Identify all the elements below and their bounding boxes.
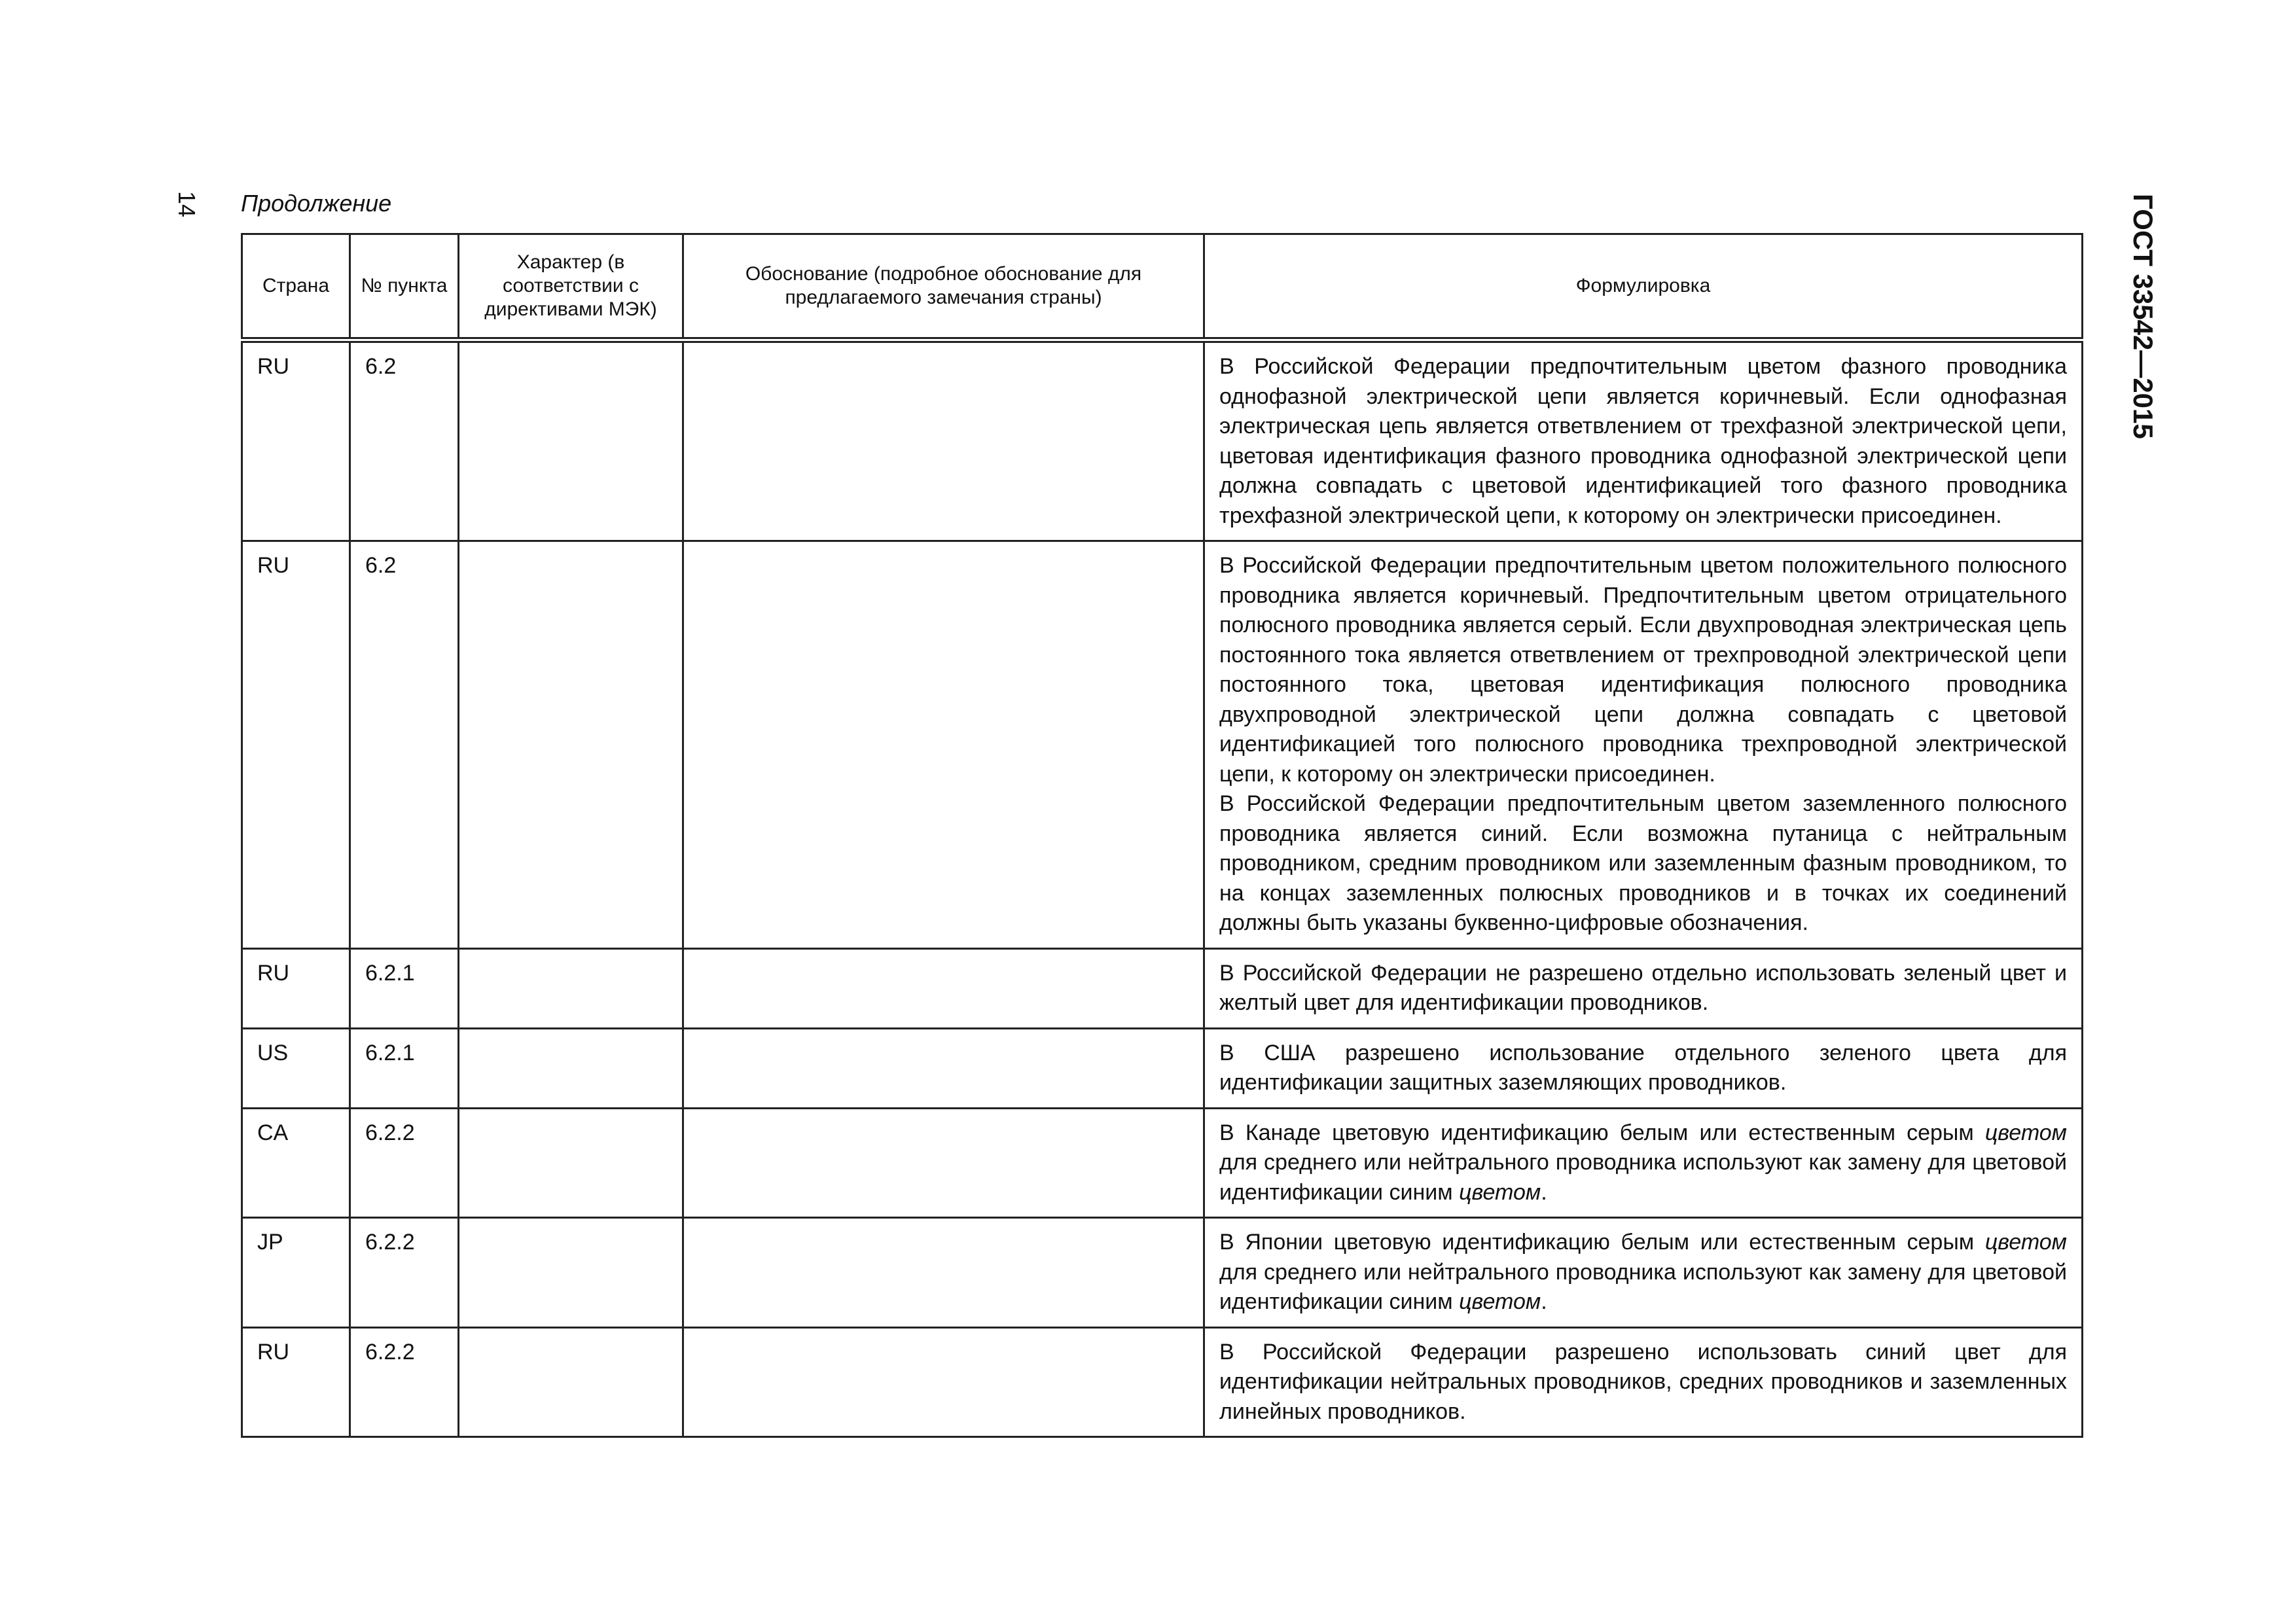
cell-rationale — [683, 948, 1204, 1028]
wording-paragraph: В Российской Федерации предпочтительным цветом положительного полюсного проводника является коричневый. Предпочтительным цветом отрицательного полюсного проводника является серый. Если двухпроводная электрическая цепь постоянного тока является ответвлением от трехпроводной электрической цепи постоянного тока, цветовая идентификация полюсного проводника двухпроводной электрической цепи должна совпадать с цветовой идентификацией того полюсного проводника трехпроводной электрической цепи, к которому он электрически присоединен. — [1219, 553, 2067, 787]
wording-text: для среднего или нейтрального проводника используют как замену для цветовой идентификации синим — [1219, 1259, 2067, 1314]
cell-rationale — [683, 1218, 1204, 1328]
table-row — [242, 1108, 2083, 1218]
cell-country: CA — [242, 1108, 350, 1218]
cell-nature — [459, 1108, 683, 1218]
wording-paragraph: В Российской Федерации разрешено использовать синий цвет для идентификации нейтральных проводников, средних проводников и заземленных линейных проводников. — [1219, 1339, 2067, 1424]
wording-italic: цветом — [1459, 1179, 1541, 1205]
table-row — [242, 948, 2083, 1028]
wording-text: В Канаде цветовую идентификацию белым или естественным серым — [1219, 1120, 1985, 1145]
header-country: Страна — [242, 234, 350, 340]
cell-rationale — [683, 340, 1204, 541]
cell-nature — [459, 948, 683, 1028]
cell-rationale — [683, 1108, 1204, 1218]
page-number: 14 — [173, 191, 200, 218]
cell-wording — [1204, 1028, 2083, 1108]
document-code: ГОСТ 33542—2015 — [2128, 194, 2159, 439]
table-row — [242, 1218, 2083, 1328]
cell-wording — [1204, 541, 2083, 949]
cell-country: JP — [242, 1218, 350, 1328]
cell-clause: 6.2.1 — [350, 1028, 459, 1108]
header-wording: Формулировка — [1204, 234, 2083, 340]
wording-italic: цветом — [1459, 1289, 1541, 1314]
wording-text: В Японии цветовую идентификацию белым или естественным серым — [1219, 1230, 1985, 1255]
header-rationale: Обоснование (подробное обоснование для предлагаемого замечания страны) — [683, 234, 1204, 340]
cell-clause: 6.2 — [350, 541, 459, 949]
cell-nature — [459, 340, 683, 541]
cell-country: US — [242, 1028, 350, 1108]
wording-paragraph: В Российской Федерации предпочтительным цветом фазного проводника однофазной электрической цепи является коричневый. Если однофазная электрическая цепь является ответвлением от трехфазной электрической цепи, цветовая идентификация фазного проводника однофазной электрической цепи должна совпадать с цветовой идентификацией того фазного проводника трехфазной электрической цепи, к которому он электрически присоединен. — [1219, 354, 2067, 528]
cell-clause: 6.2.1 — [350, 948, 459, 1028]
cell-nature — [459, 541, 683, 949]
cell-clause: 6.2.2 — [350, 1108, 459, 1218]
cell-clause: 6.2 — [350, 340, 459, 541]
cell-country: RU — [242, 948, 350, 1028]
wording-text: для среднего или нейтрального проводника используют как замену для цветовой идентификации синим — [1219, 1150, 2067, 1205]
continuation-label: Продолжение — [241, 190, 392, 217]
cell-rationale — [683, 1327, 1204, 1437]
wording-text: . — [1541, 1289, 1547, 1314]
cell-wording — [1204, 340, 2083, 541]
comments-table — [241, 233, 2083, 1438]
wording-paragraph: В Российской Федерации не разрешено отдельно использовать зеленый цвет и желтый цвет для идентификации проводников. — [1219, 960, 2067, 1015]
wording-italic: цветом — [1984, 1120, 2067, 1145]
cell-wording — [1204, 1327, 2083, 1437]
wording-text: . — [1541, 1179, 1547, 1205]
wording-paragraph: В США разрешено использование отдельного зеленого цвета для идентификации защитных заземляющих проводников. — [1219, 1040, 2067, 1095]
table-header-row — [242, 234, 2083, 340]
table-row — [242, 1327, 2083, 1437]
header-nature: Характер (в соответствии с директивами МЭК) — [459, 234, 683, 340]
cell-clause: 6.2.2 — [350, 1218, 459, 1328]
table-row — [242, 541, 2083, 949]
table-row — [242, 340, 2083, 541]
table-row — [242, 1028, 2083, 1108]
cell-wording — [1204, 1108, 2083, 1218]
cell-rationale — [683, 541, 1204, 949]
header-clause: № пункта — [350, 234, 459, 340]
cell-country: RU — [242, 340, 350, 541]
wording-italic: цветом — [1984, 1230, 2067, 1255]
cell-nature — [459, 1028, 683, 1108]
wording-paragraph: В Российской Федерации предпочтительным цветом заземленного полюсного проводника является синий. Если возможна путаница с нейтральным проводником, средним проводником или заземленным фазным проводником, то на концах заземленных полюсных проводников и в точках их соединений должны быть указаны буквенно-цифровые обозначения. — [1219, 791, 2067, 935]
cell-wording — [1204, 948, 2083, 1028]
cell-rationale — [683, 1028, 1204, 1108]
cell-country: RU — [242, 541, 350, 949]
cell-clause: 6.2.2 — [350, 1327, 459, 1437]
cell-wording — [1204, 1218, 2083, 1328]
cell-country: RU — [242, 1327, 350, 1437]
cell-nature — [459, 1218, 683, 1328]
cell-nature — [459, 1327, 683, 1437]
